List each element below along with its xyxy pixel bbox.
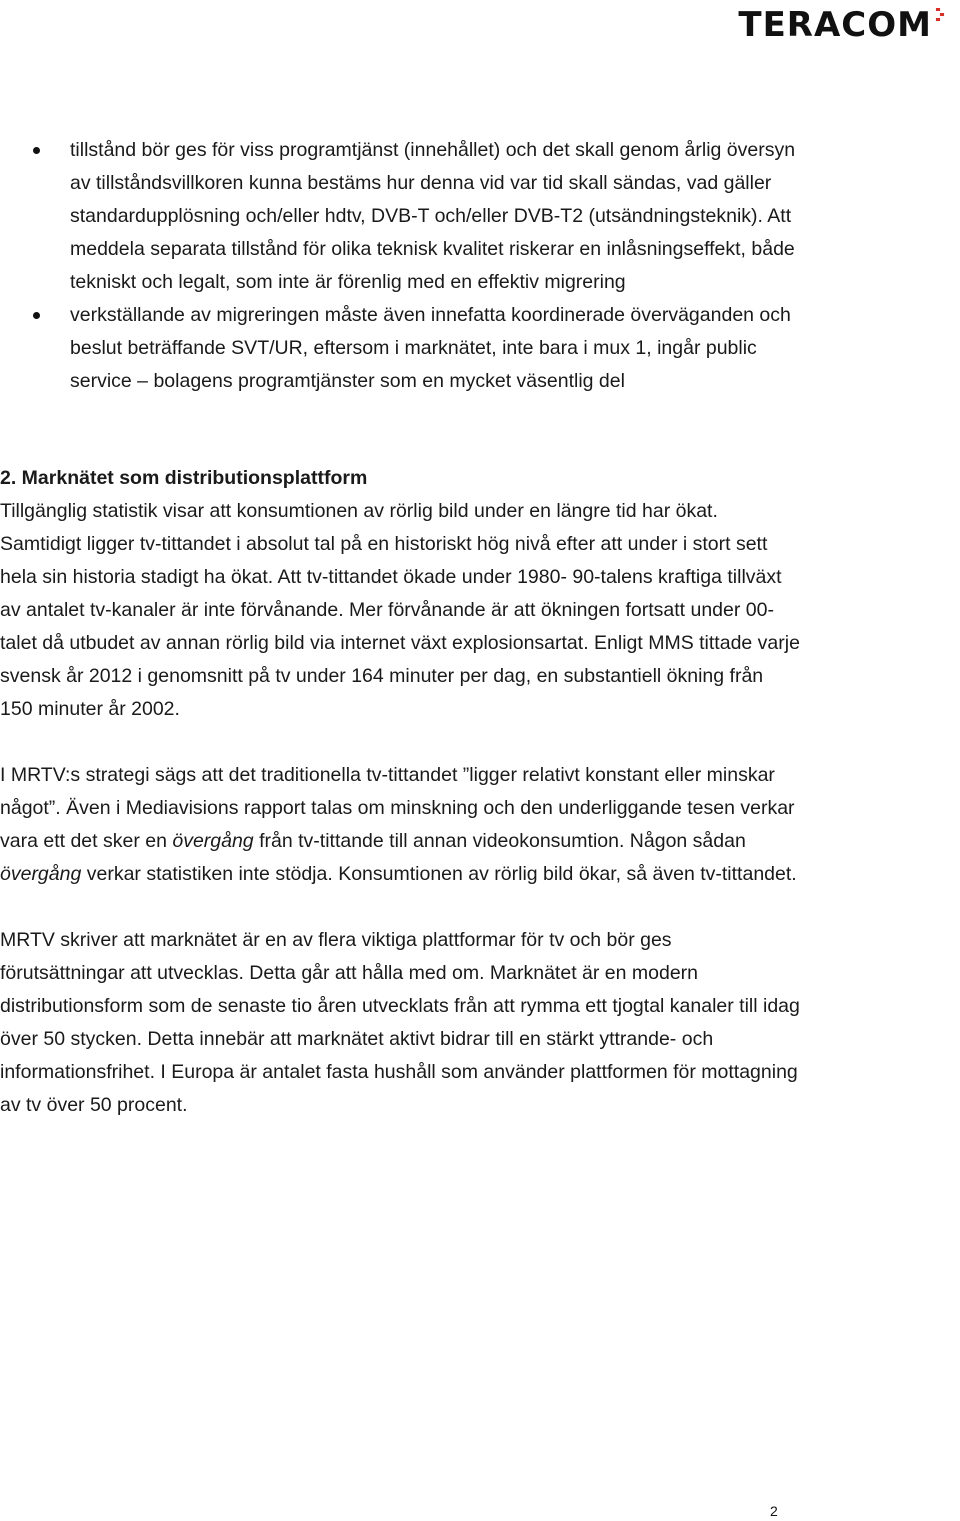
bullet-text: tillstånd bör ges för viss programtjänst (innehållet) och det skall genom årlig översyn av tillståndsvillkoren kunna bestäms hur denna vid var tid skall sändas, vad gäller standardupplösning och/eller hdtv, DVB-T och/eller DVB-T2 (utsändningsteknik). Att meddela separata tillstånd för olika teknisk kvalitet riskerar en inlåsningseffekt, både tekniskt och legalt, som inte är förenlig med en effektiv migrering	[70, 139, 796, 293]
paragraph	[0, 759, 800, 891]
paragraph: MRTV skriver att marknätet är en av flera viktiga plattformar för tv och bör ges förutsättningar att utvecklas. Detta går att hålla med om. Marknätet är en modern distributionsform som de senaste tio åren utvecklats från att rymma ett tjogtal kanaler till idag över 50 stycken. Detta innebär att marknätet aktivt bidrar till en stärkt yttrande- och informationsfrihet. I Europa är antalet fasta hushåll som använder plattformen för mottagning av tv över 50 procent.	[0, 929, 800, 1116]
document-body	[0, 134, 800, 1122]
bullet-icon	[33, 312, 40, 319]
teracom-logo	[738, 5, 946, 45]
paragraph-text: från tv-tittande till annan videokonsumtion. Någon sådan	[253, 830, 746, 852]
emphasis-text: övergång	[172, 830, 254, 852]
logo-text: TERACOM	[738, 5, 932, 45]
emphasis-text: övergång	[0, 863, 82, 885]
bullet-item	[0, 299, 800, 398]
bullet-list	[0, 134, 800, 398]
bullet-icon	[33, 147, 40, 154]
paragraph-text: verkar statistiken inte stödja. Konsumtionen av rörlig bild ökar, så även tv-tittandet.	[81, 863, 797, 885]
logo-accent-mark	[936, 8, 944, 24]
paragraph: Tillgänglig statistik visar att konsumtionen av rörlig bild under en längre tid har ökat. Samtidigt ligger tv-tittandet i absolut tal på en historiskt hög nivå efter att under i stort sett hela sin historia stadigt ha ökat. Att tv-tittandet ökade under 1980- 90-talens kraftiga tillväxt av antalet tv-kanaler är inte förvånande. Mer förvånande är att ökningen fortsatt under 00-talet då utbudet av annan rörlig bild via internet växt explosionsartat. Enligt MMS tittade varje svensk år 2012 i genomsnitt på tv under 164 minuter per dag, en substantiell ökning från 150 minuter år 2002.	[0, 500, 800, 720]
page-number: 2	[770, 1503, 778, 1519]
bullet-item	[0, 134, 800, 299]
section-heading: 2. Marknätet som distributionsplattform	[0, 467, 368, 489]
paragraph-text: I MRTV:s strategi sägs att det traditionella tv-tittandet ”ligger relativt konstant eller minskar något”. Även i Mediavisions rapport talas om minskning och den underliggande tesen verkar vara ett det sker en	[0, 764, 795, 852]
bullet-text: verkställande av migreringen måste även innefatta koordinerade överväganden och beslut beträffande SVT/UR, eftersom i marknätet, inte bara i mux 1, ingår public service – bolagens programtjänster som en mycket väsentlig del	[70, 304, 791, 392]
